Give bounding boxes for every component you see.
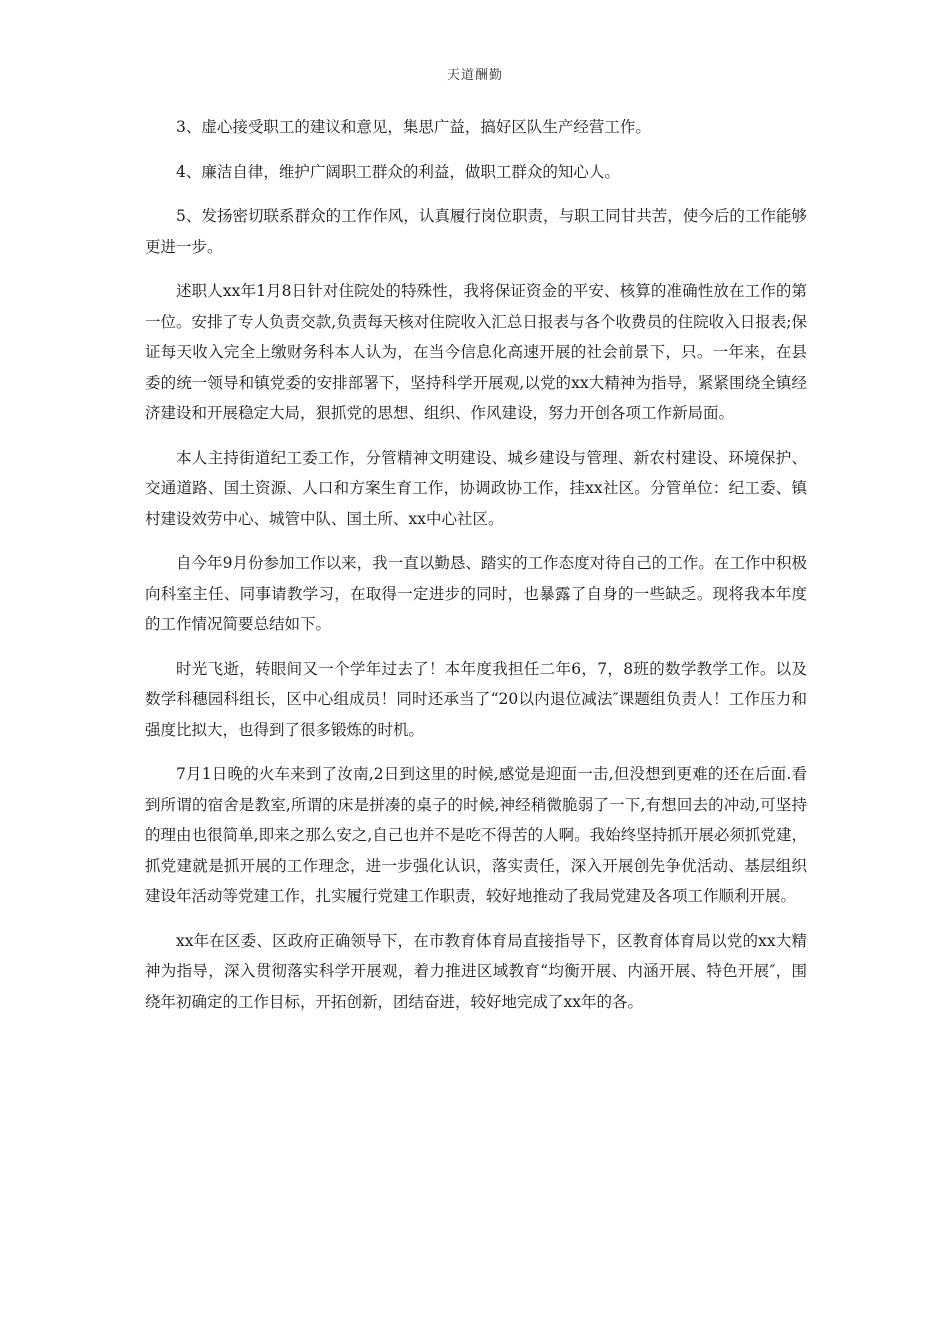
paragraph: xx年在区委、区政府正确领导下，在市教育体育局直接指导下，区教育体育局以党的xx大精神为指导，深入贯彻落实科学开展观，着力推进区域教育“均衡开展、内涵开展、特色开展″，围绕年初确定的工作目标，开拓创新，团结奋进，较好地完成了xx年的各。 bbox=[145, 931, 807, 1011]
paragraph: 自今年9月份参加工作以来，我一直以勤恳、踏实的工作态度对待自己的工作。在工作中积极向科室主任、同事请教学习，在取得一定进步的同时，也暴露了自身的一些缺乏。现将我本年度的工作情况简要总结如下。 bbox=[145, 554, 807, 633]
paragraph: 5、发扬密切联系群众的工作作风，认真履行岗位职责，与职工同甘共苦，使今后的工作能够更进一步。 bbox=[145, 207, 807, 256]
page-header: 天道酬勤 bbox=[446, 68, 503, 83]
paragraph: 时光飞逝，转眼间又一个学年过去了！本年度我担任二年6，7，8班的数学教学工作。以及数学科穗园科组长，区中心组成员！同时还承当了“20以内退位减法″课题组负责人！工作压力和强度比拟大，也得到了很多锻炼的时机。 bbox=[145, 659, 807, 739]
paragraph: 述职人xx年1月8日针对住院处的特殊性，我将保证资金的平安、核算的准确性放在工作的第一位。安排了专人负责交款,负责每天核对住院收入汇总日报表与各个收费员的住院收入日报表;保证每天收入完全上缴财务科本人认为，在当今信息化高速开展的社会前景下，只。一年来，在县委的统一领导和镇党委的安排部署下，坚持科学开展观,以党的xx大精神为指导，紧紧围绕全镇经济建设和开展稳定大局，狠抓党的思想、组织、作风建设，努力开创各项工作新局面。 bbox=[145, 282, 807, 422]
document-body bbox=[145, 112, 807, 1031]
paragraph: 7月1日晚的火车来到了汝南,2日到这里的时候,感觉是迎面一击,但没想到更难的还在后面.看到所谓的宿舍是教室,所谓的床是拼凑的桌子的时候,神经稍微脆弱了一下,有想回去的冲动,可坚持的理由也很简单,即来之那么安之,自己也并不是吃不得苦的人啊。我始终坚持抓开展必须抓党建，抓党建就是抓开展的工作理念，进一步强化认识，落实责任，深入开展创先争优活动、基层组织建设年活动等党建工作，扎实履行党建工作职责，较好地推动了我局党建及各项工作顺利开展。 bbox=[145, 765, 807, 905]
paragraph: 3、虚心接受职工的建议和意见，集思广益，搞好区队生产经营工作。 bbox=[176, 118, 651, 136]
paragraph: 本人主持街道纪工委工作，分管精神文明建设、城乡建设与管理、新农村建设、环境保护、交通道路、国土资源、人口和方案生育工作，协调政协工作，挂xx社区。分管单位：纪工委、镇村建设效劳中心、城管中队、国土所、xx中心社区。 bbox=[145, 448, 807, 528]
paragraph: 4、廉洁自律，维护广阔职工群众的利益，做职工群众的知心人。 bbox=[176, 162, 620, 181]
